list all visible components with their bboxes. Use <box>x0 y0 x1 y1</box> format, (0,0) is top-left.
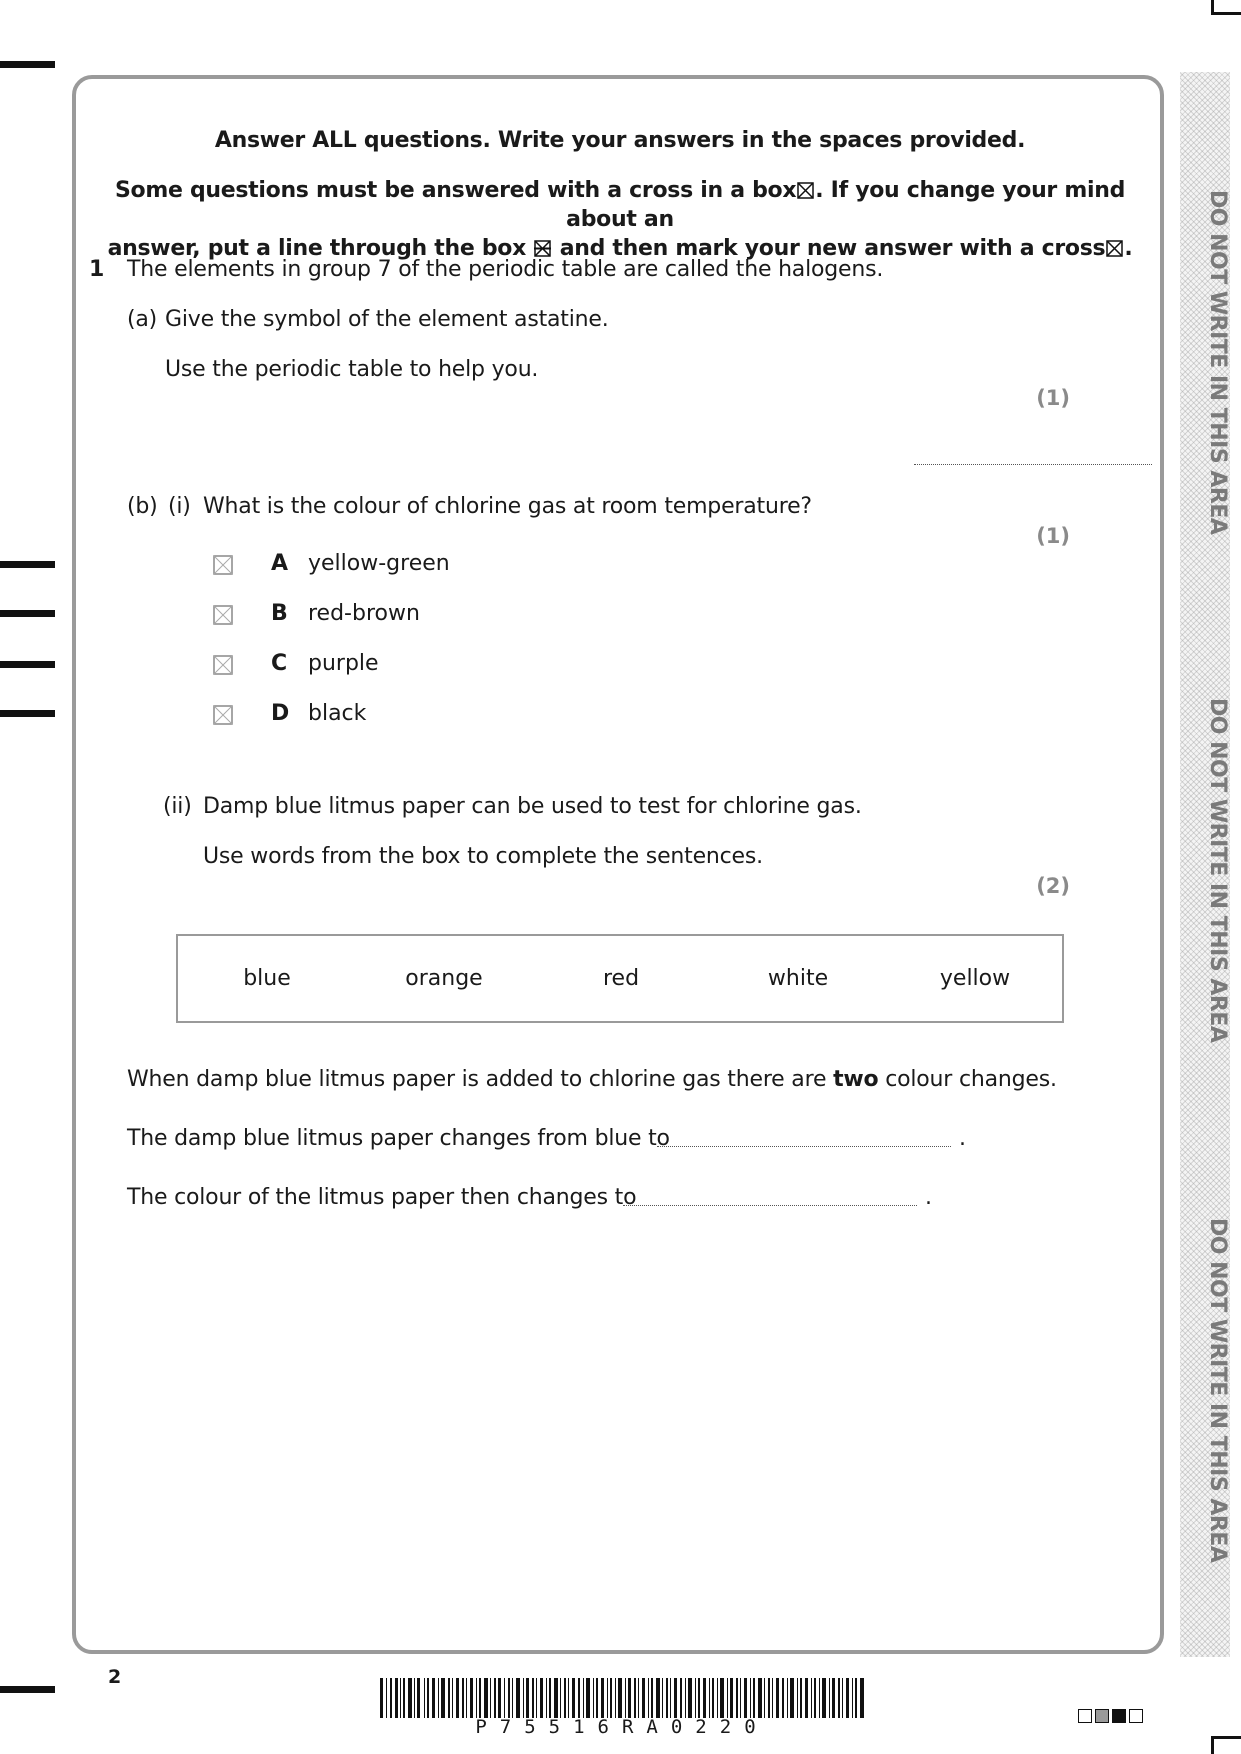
option-letter: D <box>271 701 290 726</box>
barcode-text: P75516RA0220 <box>475 1716 769 1738</box>
question-stem: The elements in group 7 of the periodic table are called the halogens. <box>127 257 884 282</box>
side-notice: DO NOT WRITE IN THIS AREA <box>1205 1218 1230 1563</box>
option-text: purple <box>308 651 379 676</box>
part-b-ii-text: Damp blue litmus paper can be used to test for chlorine gas. <box>203 794 862 819</box>
part-b-i-text: What is the colour of chlorine gas at room temperature? <box>203 494 812 519</box>
instructions-text: . <box>1124 236 1133 261</box>
part-a-marks: (1) <box>1036 386 1070 410</box>
instructions-text: Some questions must be answered with a cross in a box <box>114 178 797 203</box>
option-letter: C <box>271 651 288 676</box>
part-a-label: (a) <box>127 307 158 332</box>
part-b-ii-label: (ii) <box>163 794 192 819</box>
struck-crossed-box-icon <box>534 240 551 257</box>
side-notice: DO NOT WRITE IN THIS AREA <box>1205 698 1230 1043</box>
barcode <box>380 1678 864 1718</box>
option-letter: A <box>271 551 289 576</box>
crossed-box-icon <box>1106 240 1123 257</box>
option-letter: B <box>271 601 288 626</box>
part-b-label: (b) <box>127 494 158 519</box>
indicator-square <box>1112 1709 1126 1723</box>
side-notice: DO NOT WRITE IN THIS AREA <box>1205 190 1230 535</box>
instructions-text: and then mark your new answer with a cross <box>559 236 1106 261</box>
part-b-ii-hint: Use words from the box to complete the sentences. <box>203 844 763 869</box>
answer-line-sentence-1[interactable] <box>657 1146 951 1147</box>
sentence-1: The damp blue litmus paper changes from blue to <box>127 1126 670 1151</box>
margin-mark <box>0 561 55 568</box>
indicator-square <box>1078 1709 1092 1723</box>
part-a-hint: Use the periodic table to help you. <box>165 357 539 382</box>
indicator-square <box>1129 1709 1143 1723</box>
sentence-1-period: . <box>959 1126 966 1151</box>
part-b-i-label: (i) <box>168 494 191 519</box>
sentence-2-period: . <box>925 1185 932 1210</box>
crossed-box-icon <box>797 182 814 199</box>
instructions-text: Answer ALL questions. Write your answers in the spaces provided. <box>214 128 1026 153</box>
corner-mark-bottom <box>1211 1736 1241 1739</box>
margin-mark <box>0 1686 55 1693</box>
checkbox-icon[interactable] <box>213 655 233 675</box>
statement-text: When damp blue litmus paper is added to chlorine gas there are <box>127 1067 834 1092</box>
page-number: 2 <box>108 1666 122 1688</box>
margin-mark <box>0 61 55 68</box>
corner-mark-bottom <box>1211 1736 1214 1754</box>
part-a-text: Give the symbol of the element astatine. <box>165 307 609 332</box>
option-text: yellow-green <box>308 551 450 576</box>
margin-mark <box>0 610 55 617</box>
option-text: black <box>308 701 367 726</box>
checkbox-icon[interactable] <box>213 705 233 725</box>
margin-mark <box>0 710 55 717</box>
statement-emphasis: two <box>833 1067 879 1092</box>
question-number: 1 <box>89 257 105 282</box>
answer-line-sentence-2[interactable] <box>623 1205 917 1206</box>
checkbox-icon[interactable] <box>213 605 233 625</box>
sentence-2: The colour of the litmus paper then changes to <box>127 1185 637 1210</box>
part-b-i-marks: (1) <box>1036 524 1070 548</box>
option-text: red-brown <box>308 601 420 626</box>
instructions-text: answer, put a line through the box <box>107 236 526 261</box>
answer-line-astatine[interactable] <box>914 464 1152 465</box>
statement-text: colour changes. <box>878 1067 1057 1092</box>
part-b-ii-marks: (2) <box>1036 874 1070 898</box>
colour-change-statement <box>127 1067 1057 1092</box>
word-option: orange <box>405 966 483 991</box>
instructions-line1 <box>95 126 1145 155</box>
word-box <box>176 934 1064 1023</box>
word-option: white <box>767 966 829 991</box>
checkbox-icon[interactable] <box>213 555 233 575</box>
instructions-line2 <box>95 176 1145 263</box>
margin-mark <box>0 661 55 668</box>
word-option: red <box>602 966 640 991</box>
corner-mark-top <box>1211 12 1241 15</box>
indicator-square <box>1095 1709 1109 1723</box>
word-option: blue <box>243 966 291 991</box>
word-option: yellow <box>939 966 1011 991</box>
do-not-write-strip <box>1180 72 1230 1657</box>
instructions-text: . If you change your mind about an <box>566 178 1126 232</box>
